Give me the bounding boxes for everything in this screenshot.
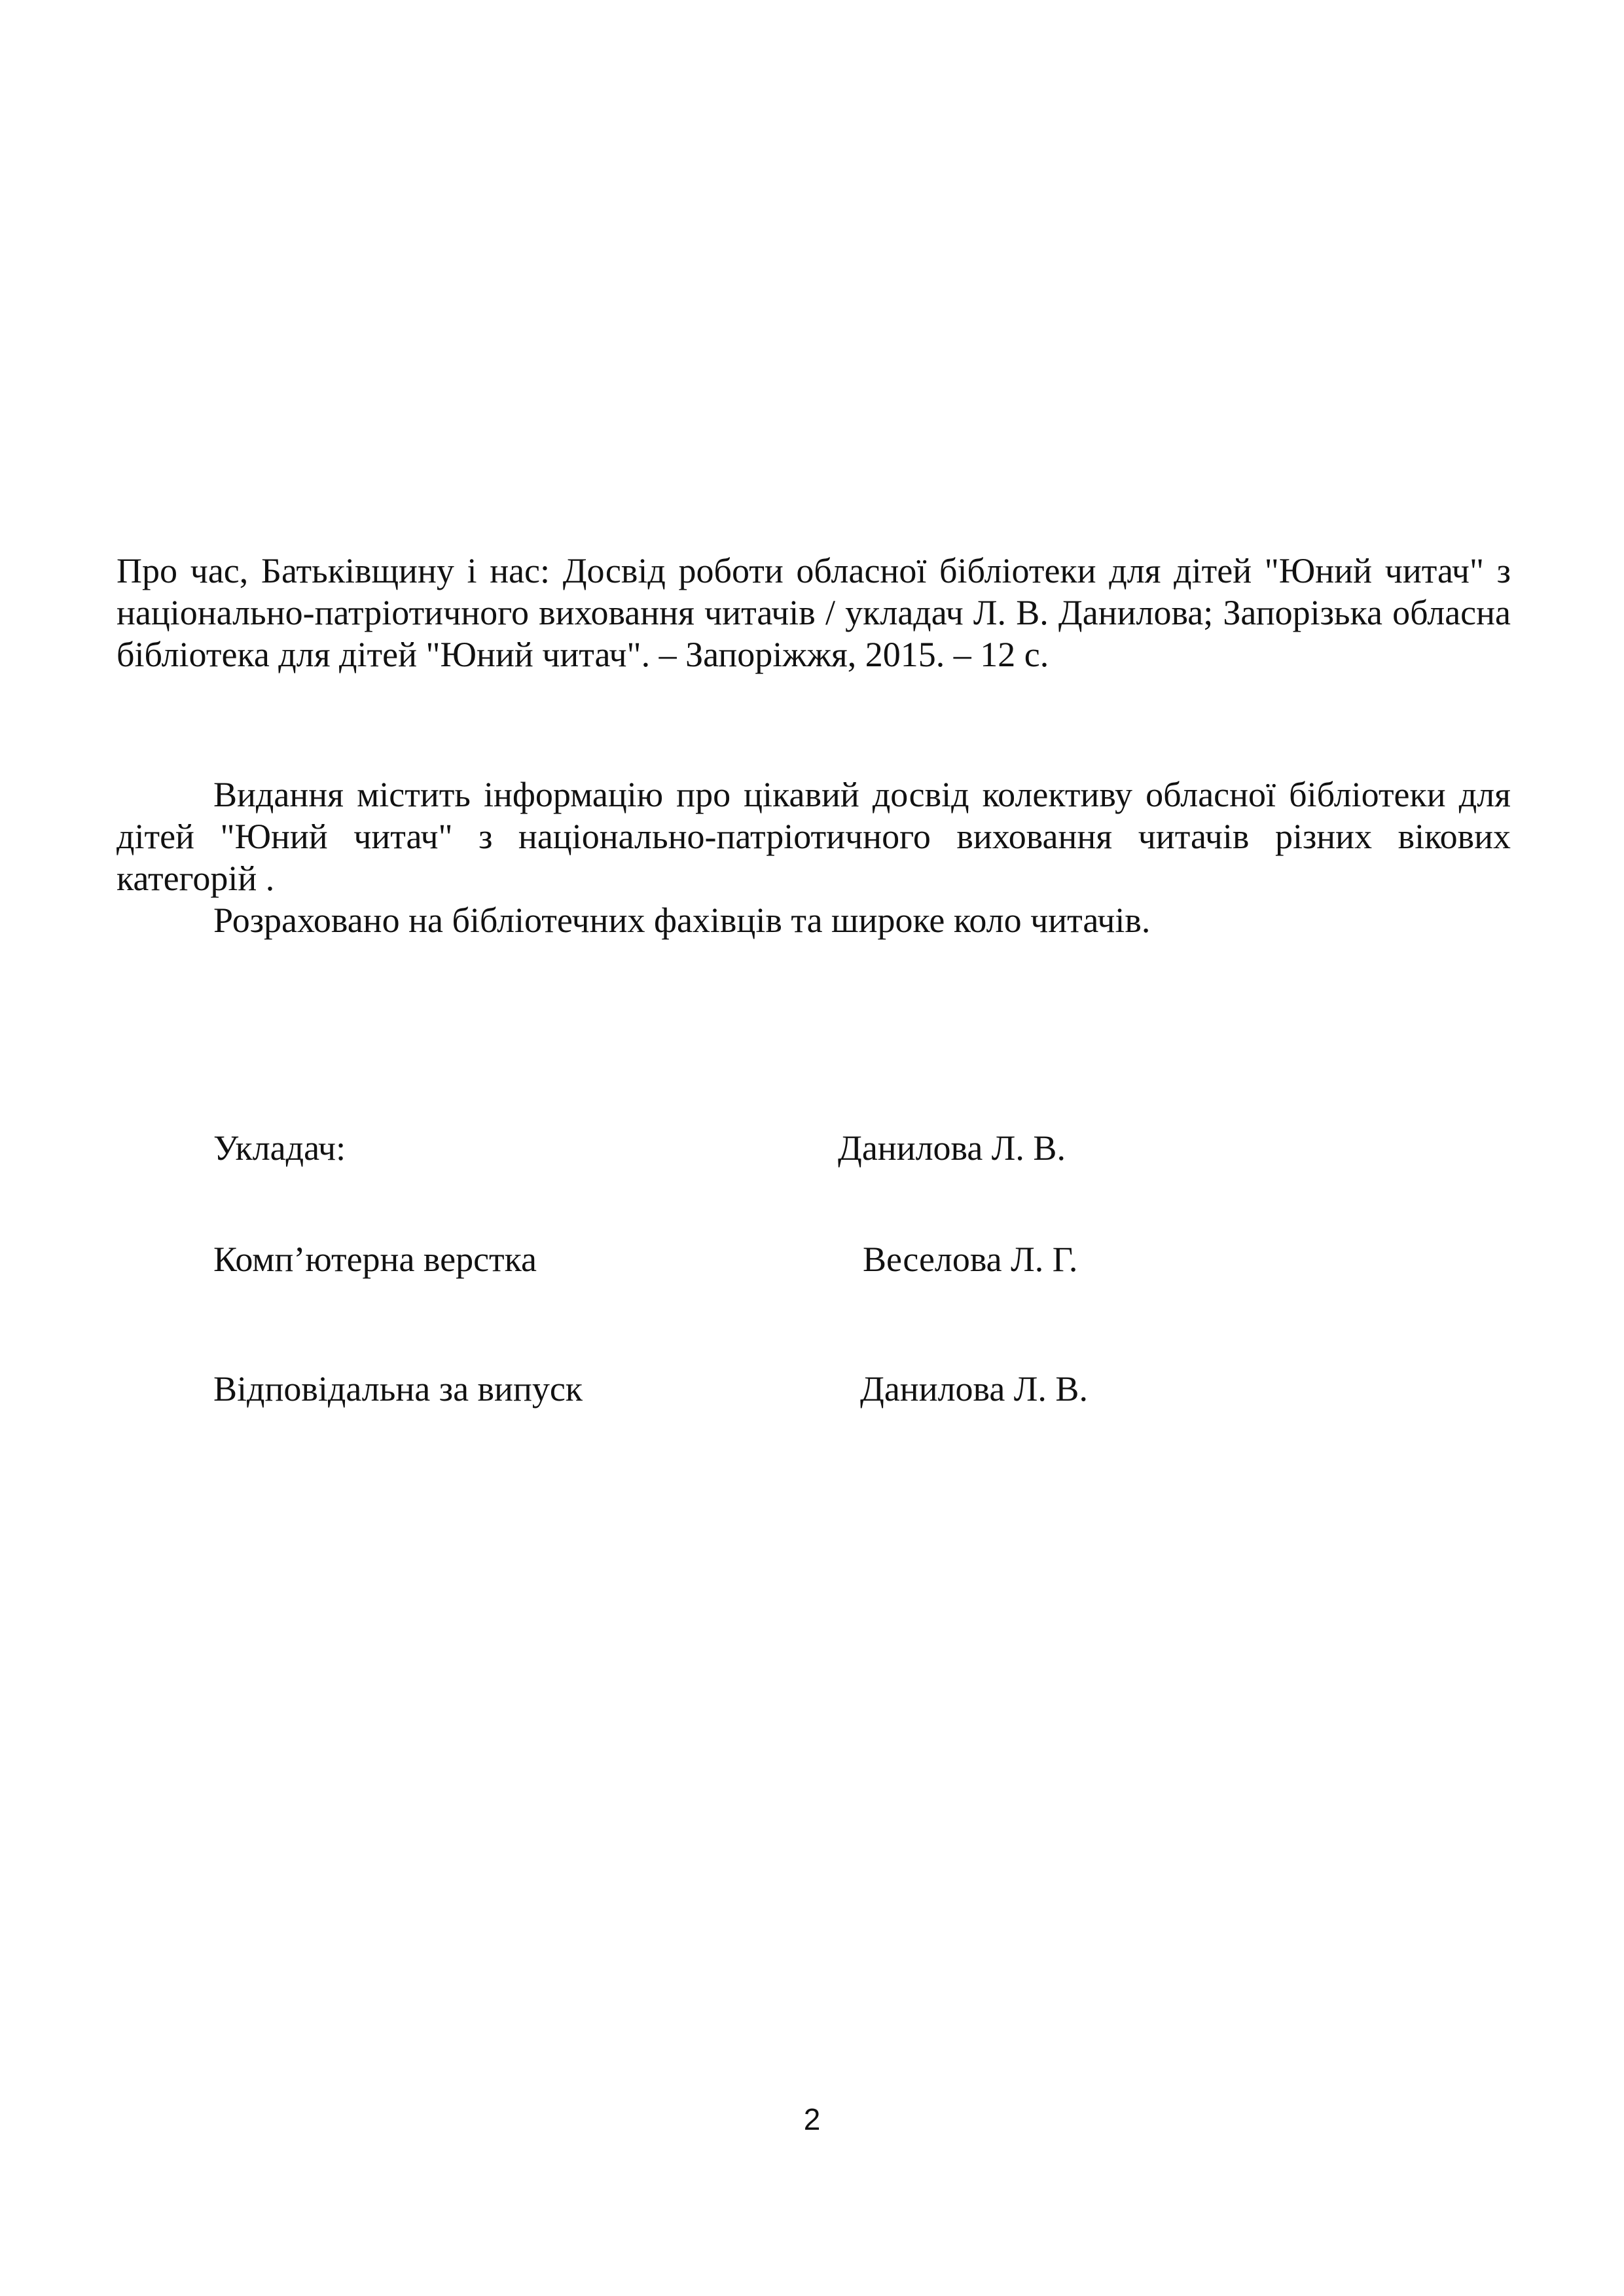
- compiler-name: Данилова Л. В.: [838, 1128, 1066, 1168]
- bibliographic-record: Про час, Батьківщину і нас: Досвід роботи обласної бібліотеки для дітей "Юний читач" з національно-патріотичного виховання читачів / укладач Л. В. Данилова; Запорізька обласна бібліотека для дітей "Юний читач". – Запоріжжя, 2015. – 12 с.: [117, 551, 1511, 674]
- page-number: 2: [803, 2102, 821, 2136]
- responsible-label: Відповідальна за випуск: [213, 1369, 583, 1408]
- annotation: [117, 774, 1511, 941]
- layout-name: Веселова Л. Г.: [863, 1240, 1078, 1279]
- compiler-label: Укладач:: [213, 1128, 346, 1168]
- annotation-paragraph: Видання містить інформацію про цікавий досвід колективу обласної бібліотеки для дітей "Юний читач" з національно-патріотичного виховання читачів різних вікових категорій .: [117, 775, 1511, 898]
- layout-label: Комп’ютерна верстка: [213, 1240, 537, 1279]
- audience-paragraph: Розраховано на бібліотечних фахівців та широке коло читачів.: [213, 901, 1151, 940]
- responsible-name: Данилова Л. В.: [860, 1369, 1088, 1408]
